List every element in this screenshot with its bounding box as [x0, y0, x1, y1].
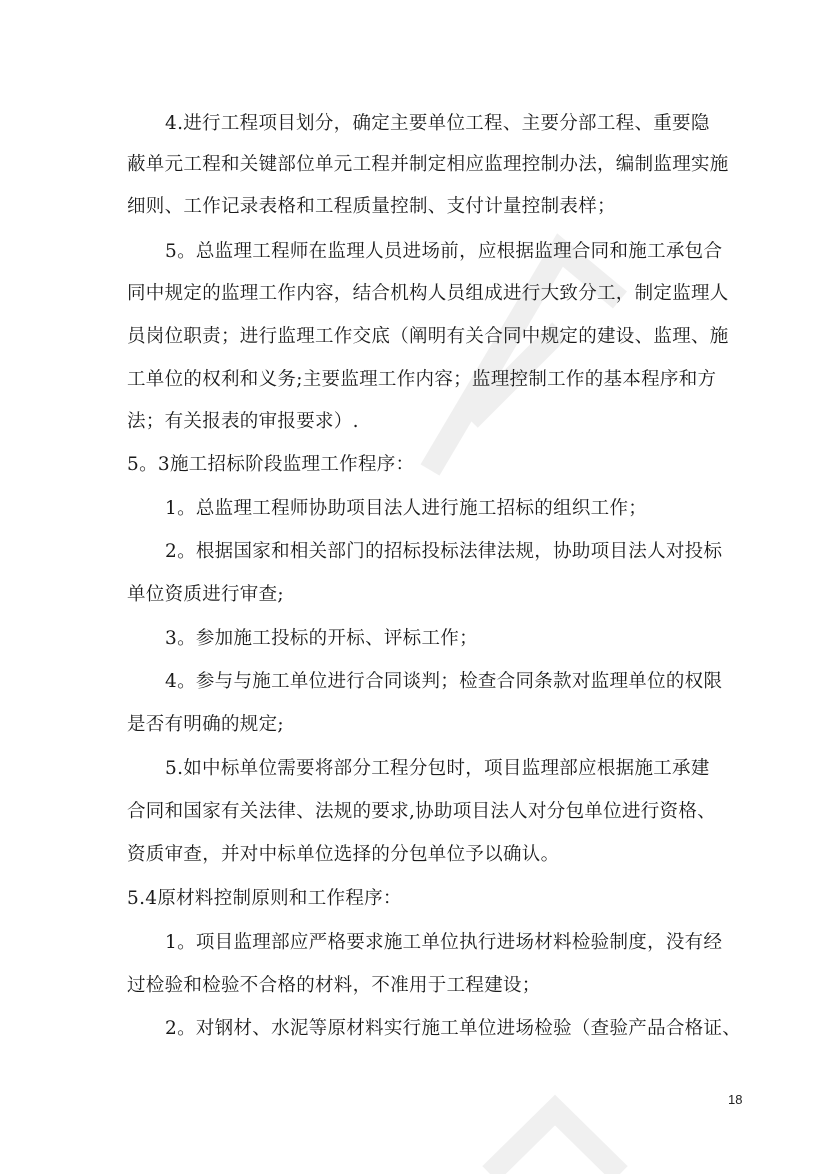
- text-line: 合同和国家有关法律、法规的要求,协助项目法人对分包单位进行资格、: [127, 801, 716, 822]
- text-line: 蔽单元工程和关键部位单元工程并制定相应监理控制办法，编制监理实施: [127, 154, 729, 175]
- section-heading: 5.4原材料控制原则和工作程序：: [127, 888, 402, 909]
- text-line: 4.进行工程项目划分，确定主要单位工程、主要分部工程、重要隐: [165, 113, 710, 134]
- text-line: 5.如中标单位需要将部分工程分包时，项目监理部应根据施工承建: [165, 758, 710, 779]
- text-line: 同中规定的监理工作内容，结合机构人员组成进行大致分工，制定监理人: [127, 283, 729, 304]
- text-line: 2。根据国家和相关部门的招标投标法律法规，协助项目法人对投标: [165, 541, 723, 562]
- text-line: 资质审查，并对中标单位选择的分包单位予以确认。: [127, 844, 560, 865]
- page-number: 18: [728, 1092, 743, 1107]
- text-line: 1。项目监理部应严格要求施工单位执行进场材料检验制度，没有经: [165, 932, 723, 953]
- text-line: 1。总监理工程师协助项目法人进行施工招标的组织工作；: [165, 498, 648, 519]
- text-line: 过检验和检验不合格的材料，不准用于工程建设；: [127, 975, 541, 996]
- text-line: 是否有明确的规定;: [127, 714, 284, 735]
- text-line: 细则、工作记录表格和工程质量控制、支付计量控制表样；: [127, 196, 616, 217]
- text-line: 2。对钢材、水泥等原材料实行施工单位进场检验（查验产品合格证、: [165, 1018, 742, 1039]
- text-line: 工单位的权利和义务;主要监理工作内容；监理控制工作的基本程序和方: [127, 369, 717, 390]
- text-line: 员岗位职责；进行监理工作交底（阐明有关合同中规定的建设、监理、施: [127, 326, 729, 347]
- text-line: 5。总监理工程师在监理人员进场前，应根据监理合同和施工承包合: [165, 241, 723, 262]
- text-line: 法；有关报表的审报要求）.: [127, 411, 359, 432]
- section-heading: 5。3施工招标阶段监理工作程序：: [127, 454, 415, 475]
- text-line: 单位资质进行审查;: [127, 584, 284, 605]
- text-line: 4。参与与施工单位进行合同谈判；检查合同条款对监理单位的权限: [165, 671, 723, 692]
- text-line: 3。参加施工投标的开标、评标工作；: [165, 628, 478, 649]
